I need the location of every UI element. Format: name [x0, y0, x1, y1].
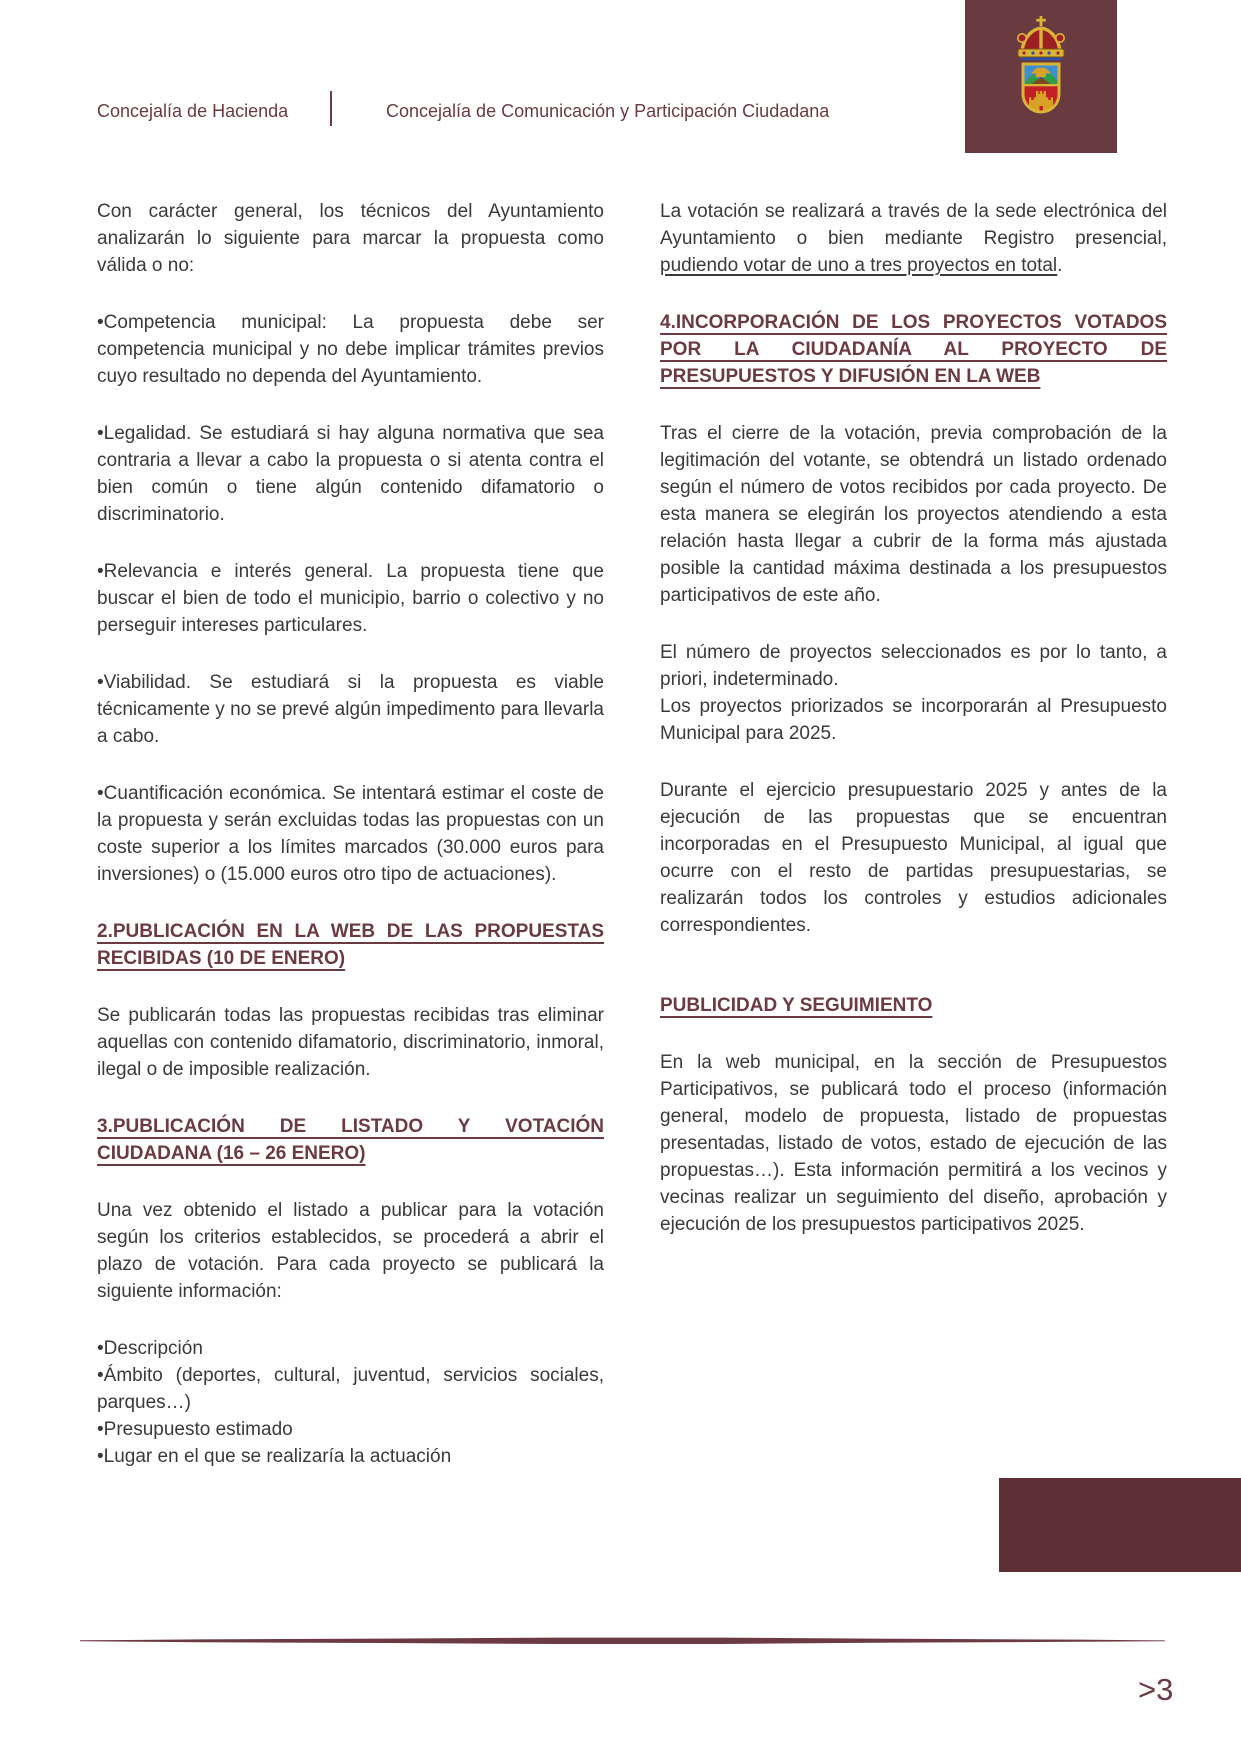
paragraph-listado-votacion: Una vez obtenido el listado a publicar para la votación según los criterios establecidos, se procederá a abrir el plazo de votación. Para cada proyecto se publicará la siguiente información: [97, 1200, 604, 1302]
votacion-text: La votación se realizará a través de la sede electrónica del Ayuntamiento o bien mediante Registro presencial, [660, 201, 1167, 249]
bullet-relevancia: •Relevancia e interés general. La propuesta tiene que buscar el bien de todo el municipio, barrio o colectivo y no perseguir intereses particulares. [97, 561, 604, 636]
municipal-logo-box [965, 0, 1117, 153]
decoration-rectangle [999, 1478, 1241, 1572]
info-item-ambito: •Ámbito (deportes, cultural, juventud, servicios sociales, parques…) [97, 1365, 604, 1413]
info-item-descripcion: •Descripción [97, 1338, 203, 1359]
header-department-comunicacion: Concejalía de Comunicación y Participación Ciudadana [386, 101, 830, 121]
paragraph-votacion [660, 198, 1167, 279]
header-divider [330, 91, 332, 126]
votacion-period: . [1057, 255, 1063, 276]
info-list [97, 1335, 604, 1470]
paragraph-numero-proyectos [660, 639, 1167, 747]
footer-divider-line [80, 1636, 1165, 1646]
paragraph-criterios-intro: Con carácter general, los técnicos del Ayuntamiento analizarán lo siguiente para marcar la propuesta como válida o no: [97, 201, 604, 276]
paragraph-tras-cierre: Tras el cierre de la votación, previa comprobación de la legitimación del votante, se obtendrá un listado ordenado según el número de votos recibidos por cada proyecto. De esta manera se elegirán los proyectos atendiendo a esta relación hasta llegar a cubrir de la forma más ajustada posible la cantidad máxima destinada a los presupuestos participativos de este año. [660, 423, 1167, 606]
header-department-hacienda: Concejalía de Hacienda [97, 101, 289, 121]
info-item-lugar: •Lugar en el que se realizaría la actuación [97, 1446, 452, 1467]
heading-publicacion-web: 2.PUBLICACIÓN EN LA WEB DE LAS PROPUESTAS RECIBIDAS (10 DE ENERO) [97, 921, 604, 969]
heading-listado-votacion: 3.PUBLICACIÓN DE LISTADO Y VOTACIÓN CIUDADANA (16 – 26 ENERO) [97, 1116, 604, 1164]
bullet-cuantificacion: •Cuantificación económica. Se intentará estimar el coste de la propuesta y serán excluidas todas las propuestas con un coste superior a los límites marcados (30.000 euros para inversiones) o (15.000 euros otro tipo de actuaciones). [97, 783, 604, 885]
document-body [97, 198, 1167, 1470]
paragraph-publicacion-web: Se publicarán todas las propuestas recibidas tras eliminar aquellas con contenido difamatorio, discriminatorio, inmoral, ilegal o de imposible realización. [97, 1005, 604, 1080]
bullet-viabilidad: •Viabilidad. Se estudiará si la propuesta es viable técnicamente y no se prevé algún impedimento para llevarla a cabo. [97, 672, 604, 747]
votacion-underlined-phrase: pudiendo votar de uno a tres proyectos en total [660, 255, 1058, 276]
paragraph-web-municipal: En la web municipal, en la sección de Presupuestos Participativos, se publicará todo el proceso (información general, modelo de propuesta, listado de propuestas presentadas, listado de votos, estado de ejecución de las propuestas…). Esta información permitirá a los vecinos y vecinas realizar un seguimiento del diseño, aprobación y ejecución de los presupuestos participativos 2025. [660, 1052, 1167, 1235]
heading-publicidad-seguimiento: PUBLICIDAD Y SEGUIMIENTO [660, 995, 933, 1016]
page-number: >3 [1138, 1672, 1174, 1707]
right-column [660, 198, 1167, 1470]
bullet-legalidad: •Legalidad. Se estudiará si hay alguna normativa que sea contraria a llevar a cabo la propuesta o si atenta contra el bien común o tiene algún contenido difamatorio o discriminatorio. [97, 423, 604, 525]
bullet-competencia-municipal: •Competencia municipal: La propuesta debe ser competencia municipal y no debe implicar trámites previos cuyo resultado no dependa del Ayuntamiento. [97, 312, 604, 387]
left-column [97, 198, 604, 1470]
info-item-presupuesto: •Presupuesto estimado [97, 1419, 293, 1440]
numero-proyectos-linea-2: Los proyectos priorizados se incorporarán al Presupuesto Municipal para 2025. [660, 696, 1167, 744]
heading-incorporacion: 4.INCORPORACIÓN DE LOS PROYECTOS VOTADOS POR LA CIUDADANÍA AL PROYECTO DE PRESUPUESTOS Y DIFUSIÓN EN LA WEB [660, 312, 1167, 387]
paragraph-durante-ejercicio: Durante el ejercicio presupuestario 2025 y antes de la ejecución de las propuestas que se encuentran incorporadas en el Presupuesto Municipal, al igual que ocurre con el resto de partidas presupuestarias, se realizarán todos los controles y estudios adicionales correspondientes. [660, 780, 1167, 936]
numero-proyectos-linea-1: El número de proyectos seleccionados es por lo tanto, a priori, indeterminado. [660, 642, 1167, 690]
municipal-coat-of-arms-icon [1008, 16, 1074, 138]
